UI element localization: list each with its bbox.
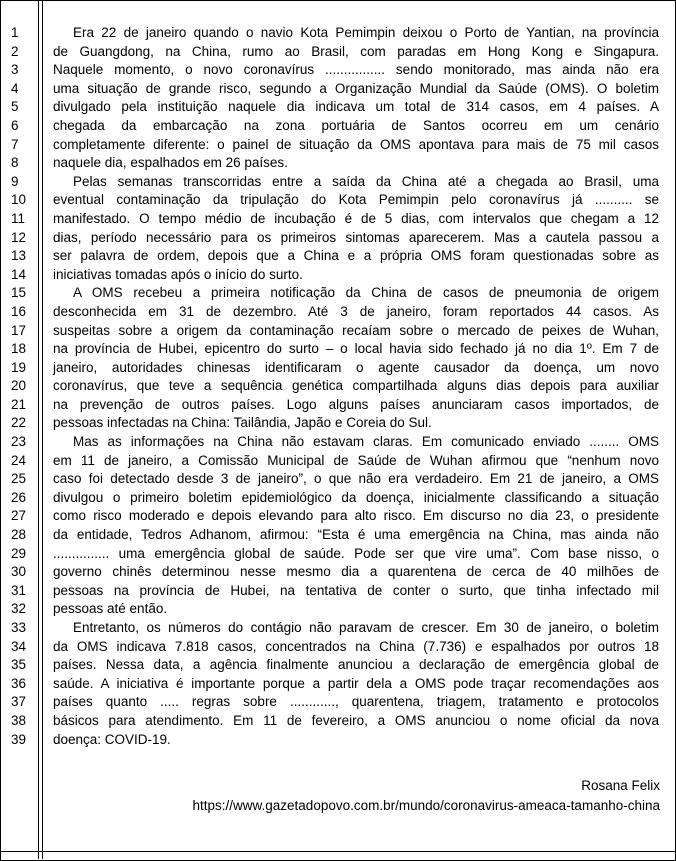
line-number: 6	[11, 117, 19, 133]
text-line: uma situação de grande risco, segundo a Organização Mundial da Saúde (OMS). O boletim	[53, 80, 659, 96]
text-line: Mas as informações na China não estavam claras. Em comunicado enviado ........ OMS	[73, 434, 659, 450]
text-line: básicos para atendimento. Em 11 de fevereiro, a OMS anunciou o nome oficial da nova	[53, 712, 659, 728]
line-number: 9	[11, 173, 19, 189]
line-number: 1	[11, 25, 19, 40]
text-line: Pelas semanas transcorridas entre a saída da China até a chegada ao Brasil, uma	[73, 173, 659, 189]
text-line: iniciativas tomadas após o início do surto.	[53, 266, 303, 282]
line-number: 36	[11, 675, 27, 691]
line-number: 29	[11, 545, 27, 561]
line-number: 19	[11, 359, 27, 375]
text-line: na província de Hubei, epicentro do surto – o local havia sido fechado já no dia 1º. Em 7 de	[53, 341, 659, 357]
text-line: desconhecida em 31 de dezembro. Até 3 de janeiro, foram reportados 44 casos. As	[53, 303, 659, 319]
line-number: 32	[11, 601, 27, 617]
text-line: doença: COVID-19.	[53, 731, 171, 747]
line-number: 23	[11, 434, 27, 450]
text-line: caso foi detectado desde 3 de janeiro”, o que não era verdadeiro. Em 21 de janeiro, a OMS	[53, 471, 659, 487]
text-line: pessoas até então.	[53, 601, 168, 617]
text-line: coronavírus, que teve a sequência genética compartilhada alguns dias depois para auxiliar	[53, 378, 659, 394]
text-line: A OMS recebeu a primeira notificação da China de casos de pneumonia de origem	[73, 285, 659, 301]
line-number: 22	[11, 415, 27, 431]
text-line: naquele dia, espalhados em 26 países.	[53, 155, 288, 171]
column-divider	[42, 0, 43, 859]
text-line: governo chinês determinou nesse mesmo dia a quarentena de cerca de 40 milhões de	[53, 564, 659, 580]
line-numbers	[0, 24, 38, 749]
line-number: 28	[11, 527, 27, 543]
line-number: 10	[11, 192, 27, 208]
text-line: Entretanto, os números do contágio não paravam de crescer. Em 30 de janeiro, o boletim	[73, 620, 659, 635]
line-number: 8	[11, 155, 19, 171]
text-line: janeiro, autoridades chinesas identificaram o agente causador da doença, um novo	[53, 359, 659, 375]
text-line: suspeitas sobre a origem da contaminação recaíam sobre o mercado de peixes de Wuhan,	[53, 322, 659, 338]
text-line: países. Nessa data, a agência finalmente anunciou a declaração de emergência global de	[53, 657, 659, 673]
text-line: Era 22 de janeiro quando o navio Kota Pemimpin deixou o Porto de Yantian, na província	[73, 25, 659, 40]
text-line: completamente diferente: o painel de situação da OMS apontava para mais de 75 mil casos	[53, 136, 659, 152]
line-number: 12	[11, 229, 27, 245]
line-number: 13	[11, 248, 27, 264]
line-number: 5	[11, 99, 19, 115]
line-number: 4	[11, 80, 19, 96]
text-line: Naquele momento, o novo coronavírus ................ sendo monitorado, mas ainda não era	[53, 62, 659, 78]
line-number: 38	[11, 712, 27, 728]
text-line: da OMS indicava 7.818 casos, concentrados na China (7.736) e espalhados por outros 18	[53, 638, 659, 654]
line-number: 31	[11, 582, 27, 598]
line-number: 3	[11, 62, 19, 78]
text-line: ser palavra de ordem, depois que a China e a própria OMS foram questionadas sobre as	[53, 248, 659, 264]
text-line: em 11 de janeiro, a Comissão Municipal de Saúde de Wuhan afirmou que “nenhum novo	[53, 452, 659, 468]
author-credit: Rosana Felix	[581, 778, 660, 793]
line-number: 17	[11, 322, 27, 338]
text-line: chegada da embarcação na zona portuária de Santos ocorreu em um cenário	[53, 117, 659, 133]
line-number: 26	[11, 489, 27, 505]
text-line: manifestado. O tempo médio de incubação é de 5 dias, com intervalos que chegam a 12	[53, 210, 659, 226]
text-line: saúde. A iniciativa é importante porque a partir dela a OMS pode traçar recomendações aos	[53, 675, 659, 691]
text-line: países quanto ..... regras sobre ............, quarentena, triagem, tratamento e protocolos	[53, 694, 659, 710]
text-line: ............... uma emergência global de saúde. Pode ser que vire uma”. Com base nisso, o	[53, 545, 659, 561]
line-number: 18	[11, 341, 27, 357]
text-line: dias, período necessário para os primeiros sintomas aparecerem. Mas a cautela passou a	[53, 229, 659, 245]
line-number: 7	[11, 136, 19, 152]
article-body	[53, 24, 659, 749]
text-line: na prevenção de outros países. Logo alguns países anunciaram casos importados, de	[53, 396, 659, 412]
line-number: 20	[11, 378, 27, 394]
line-number: 24	[11, 452, 27, 468]
text-line: divulgado pela instituição naquele dia indicava um total de 314 casos, em 4 países. A	[53, 99, 659, 115]
line-number: 33	[11, 620, 27, 635]
text-line: de Guangdong, na China, rumo ao Brasil, com paradas em Hong Kong e Singapura.	[53, 43, 659, 59]
line-number: 30	[11, 564, 27, 580]
line-number: 39	[11, 731, 27, 747]
line-number: 35	[11, 657, 27, 673]
bottom-rule	[0, 851, 676, 852]
line-number: 25	[11, 471, 27, 487]
line-number: 14	[11, 266, 27, 282]
text-line: divulgou o primeiro boletim epidemiológico da doença, inicialmente classificando a situação	[53, 489, 659, 505]
text-line: eventual contaminação da tripulação do Kota Pemimpin pelo coronavírus já .......... se	[53, 192, 659, 208]
line-number: 37	[11, 694, 27, 710]
text-line: como risco moderado e depois elevando para alto risco. Em discurso no dia 23, o presidente	[53, 508, 659, 524]
line-number: 27	[11, 508, 27, 524]
line-number: 16	[11, 303, 27, 319]
text-line: da entidade, Tedros Adhanom, afirmou: “Esta é uma emergência na China, mas ainda não	[53, 527, 659, 543]
line-number: 15	[11, 285, 27, 301]
text-line: pessoas na província de Hubei, na tentativa de conter o surto, que tinha infectado mil	[53, 582, 659, 598]
source-url: https://www.gazetadopovo.com.br/mundo/coronavirus-ameaca-tamanho-china	[192, 798, 660, 813]
line-number: 2	[11, 43, 19, 59]
text-line: pessoas infectadas na China: Tailândia, Japão e Coreia do Sul.	[53, 415, 432, 431]
line-number: 34	[11, 638, 27, 654]
line-number: 21	[11, 396, 27, 412]
line-number: 11	[11, 210, 26, 226]
